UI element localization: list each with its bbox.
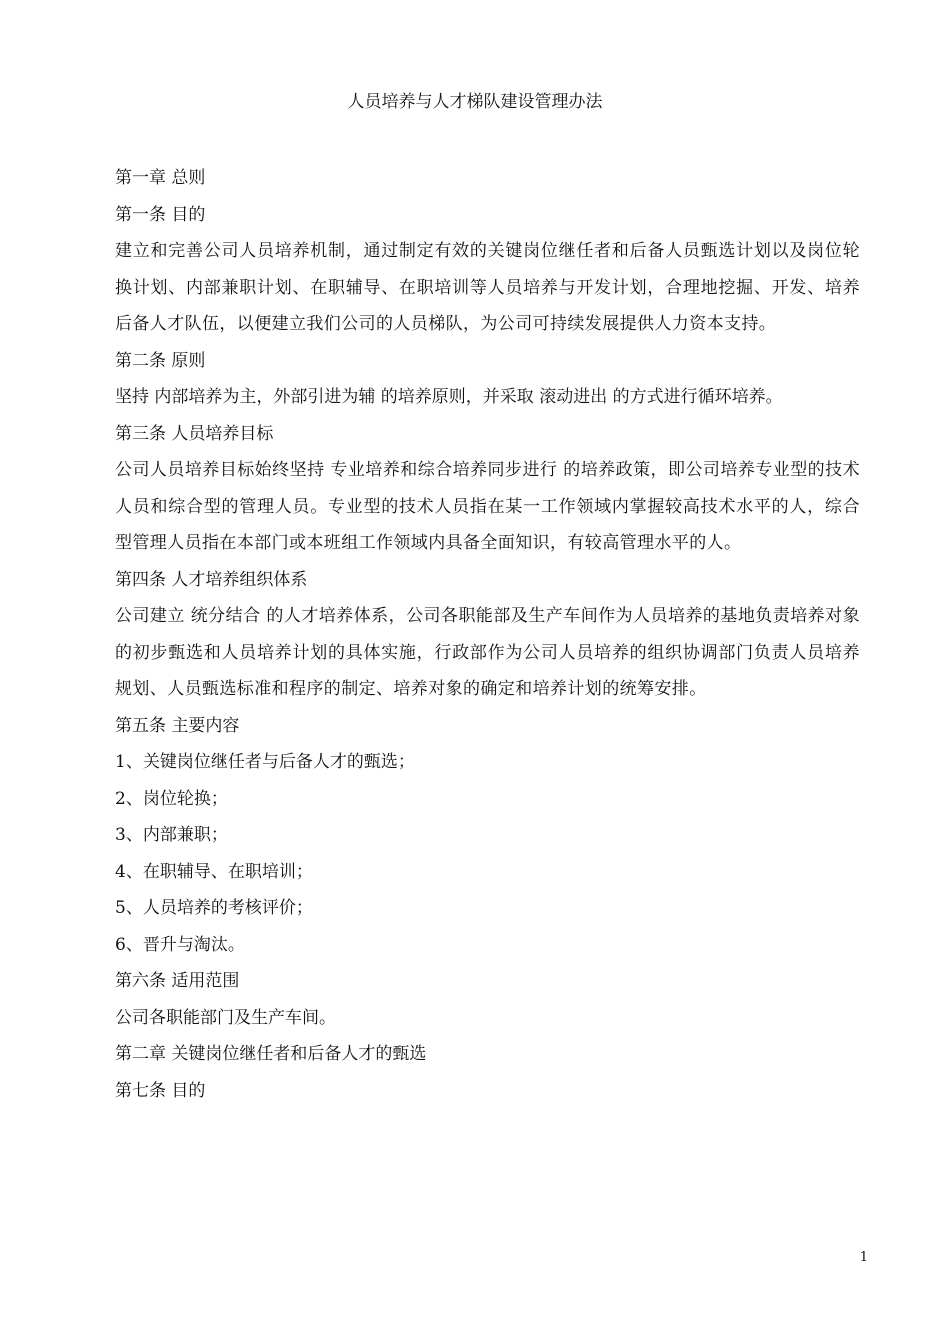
article-6-heading: 第六条 适用范围 — [115, 971, 240, 991]
list-item: 5、人员培养的考核评价； — [115, 898, 313, 918]
article-1-heading: 第一条 目的 — [115, 204, 206, 225]
article-3-paragraph: 公司人员培养目标始终坚持 专业培养和综合培养同步进行 的培养政策，即公司培养专业型的技术人员和综合型的管理人员。专业型的技术人员指在某一工作领域内掌握较高技术水平的人，综合型管理人员指在本部门或本班组工作领域内具备全面知识，有较高管理水平的人。 — [115, 460, 860, 553]
list-item: 1、关键岗位继任者与后备人才的甄选； — [115, 752, 415, 772]
document-title: 人员培养与人才梯队建设管理办法 — [347, 92, 603, 112]
article-4-paragraph: 公司建立 统分结合 的人才培养体系，公司各职能部及生产车间作为人员培养的基地负责培养对象的初步甄选和人员培养计划的具体实施，行政部作为公司人员培养的组织协调部门负责人员培养规划、人员甄选标准和程序的制定、培养对象的确定和培养计划的统筹安排。 — [115, 606, 860, 699]
page-number: 1 — [859, 1250, 868, 1265]
article-5-heading: 第五条 主要内容 — [115, 715, 240, 736]
chapter-1-heading: 第一章 总则 — [115, 168, 206, 188]
list-item: 6、晋升与淘汰。 — [115, 934, 245, 955]
article-1-paragraph: 建立和完善公司人员培养机制，通过制定有效的关键岗位继任者和后备人员甄选计划以及岗位轮换计划、内部兼职计划、在职辅导、在职培训等人员培养与开发计划，合理地挖掘、开发、培养后备人才队伍，以便建立我们公司的人员梯队，为公司可持续发展提供人力资本支持。 — [115, 241, 860, 334]
chapter-2-heading: 第二章 关键岗位继任者和后备人才的甄选 — [115, 1044, 427, 1064]
article-7-heading: 第七条 目的 — [115, 1080, 206, 1101]
article-4-heading: 第四条 人才培养组织体系 — [115, 569, 308, 590]
article-2-paragraph: 坚持 内部培养为主，外部引进为辅 的培养原则，并采取 滚动进出 的方式进行循环培养。 — [115, 387, 783, 407]
document-body — [115, 160, 860, 1109]
list-item: 3、内部兼职； — [115, 825, 228, 845]
list-item: 2、岗位轮换； — [115, 788, 228, 809]
list-item: 4、在职辅导、在职培训； — [115, 861, 313, 882]
article-3-heading: 第三条 人员培养目标 — [115, 423, 274, 444]
article-6-paragraph: 公司各职能部门及生产车间。 — [115, 1007, 336, 1028]
article-2-heading: 第二条 原则 — [115, 350, 206, 371]
